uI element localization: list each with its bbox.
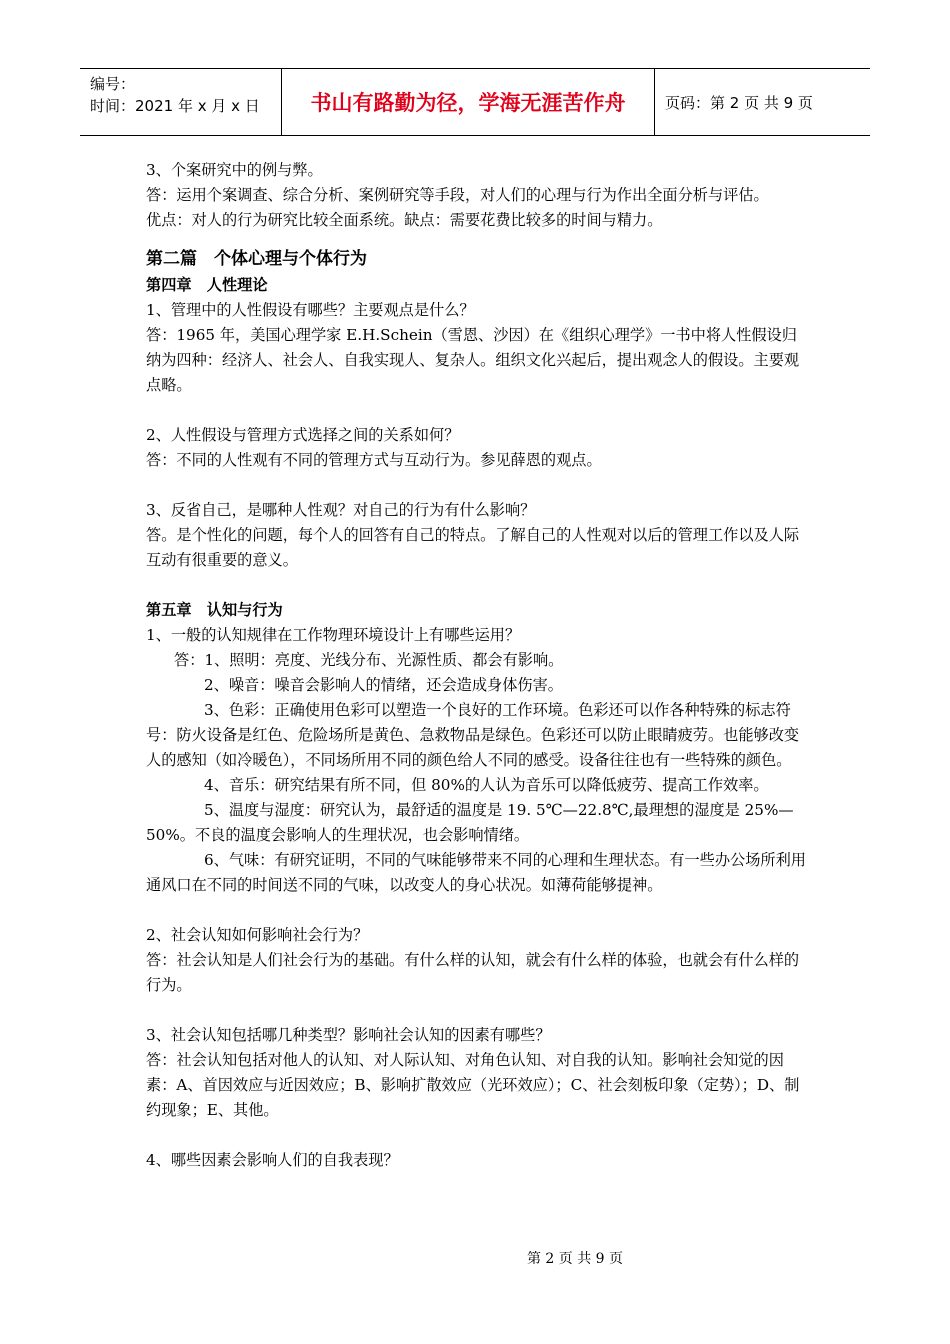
date-line: 时间：2021 年 x 月 x 日	[90, 97, 260, 115]
question-line: 3、社会认知包括哪几种类型？影响社会认知的因素有哪些？	[146, 1026, 551, 1044]
answer-paragraph: 答：社会认知包括对他人的认知、对人际认知、对角色认知、对自我的认知。影响社会知觉的因素：A、首因效应与近因效应；B、影响扩散效应（光环效应）；C、社会刻板印象（定势）；D、制约现象；E、其他。	[146, 1051, 800, 1119]
answer-paragraph: 答：社会认知是人们社会行为的基础。有什么样的认知，就会有什么样的体验，也就会有什么样的行为。	[146, 951, 800, 994]
document-body	[146, 158, 812, 1173]
question-line: 1、管理中的人性假设有哪些？主要观点是什么？	[146, 301, 475, 319]
header-page-info: 页码：第 2 页 共 9 页	[665, 93, 813, 112]
answer-paragraph: 答：不同的人性观有不同的管理方式与互动行为。参见薛恩的观点。	[146, 451, 602, 469]
chapter-title: 第四章 人性理论	[146, 276, 268, 294]
answer-paragraph: 答：1965 年，美国心理学家 E.H.Schein（雪恩、沙因）在《组织心理学》一书中将人性假设归纳为四种：经济人、社会人、自我实现人、复杂人。组织文化兴起后，提出观念人的假设。主要观点略。	[146, 326, 800, 394]
answer-item: 答：1、照明：亮度、光线分布、光源性质、都会有影响。	[174, 651, 564, 669]
part-title: 第二篇 个体心理与个体行为	[146, 249, 367, 269]
question-line: 2、社会认知如何影响社会行为？	[146, 926, 369, 944]
chapter-title: 第五章 认知与行为	[146, 601, 283, 619]
answer-item: 3、色彩：正确使用色彩可以塑造一个良好的工作环境。色彩还可以作各种特殊的标志符号：防火设备是红色、危险场所是黄色、急救物品是绿色。色彩还可以防止眼睛疲劳。也能够改变人的感知（如冷暖色），不同场所用不同的颜色给人不同的感受。设备往往也有一些特殊的颜色。	[146, 701, 800, 769]
answer-item: 4、音乐：研究结果有所不同，但 80%的人认为音乐可以降低疲劳、提高工作效率。	[204, 776, 769, 794]
header-meta	[80, 69, 282, 135]
question-line: 3、个案研究中的例与弊。	[146, 161, 323, 179]
number-label: 编号：	[90, 75, 136, 93]
answer-item: 2、噪音：噪音会影响人的情绪，还会造成身体伤害。	[204, 676, 563, 694]
answer-paragraph: 优点：对人的行为研究比较全面系统。缺点：需要花费比较多的时间与精力。	[146, 211, 663, 229]
answer-paragraph: 答：运用个案调查、综合分析、案例研究等手段，对人们的心理与行为作出全面分析与评估。	[146, 186, 769, 204]
question-line: 1、一般的认知规律在工作物理环境设计上有哪些运用？	[146, 626, 521, 644]
question-line: 3、反省自己，是哪种人性观？对自己的行为有什么影响？	[146, 501, 536, 519]
answer-item: 5、温度与湿度：研究认为，最舒适的温度是 19. 5℃—22.8℃,最理想的湿度是 25%—50%。不良的温度会影响人的生理状况，也会影响情绪。	[146, 801, 794, 844]
page-header	[80, 68, 870, 136]
question-line: 2、人性假设与管理方式选择之间的关系如何？	[146, 426, 460, 444]
answer-paragraph: 答。是个性化的问题，每个人的回答有自己的特点。了解自己的人性观对以后的管理工作以及人际互动有很重要的意义。	[146, 526, 800, 569]
question-line: 4、哪些因素会影响人们的自我表现？	[146, 1151, 399, 1169]
header-motto: 书山有路勤为径，学海无涯苦作舟	[282, 69, 655, 135]
answer-item: 6、气味：有研究证明，不同的气味能够带来不同的心理和生理状态。有一些办公场所利用通风口在不同的时间送不同的气味，以改变人的身心状况。如薄荷能够提神。	[146, 851, 806, 894]
page-footer: 第 2 页 共 9 页	[526, 1251, 624, 1267]
